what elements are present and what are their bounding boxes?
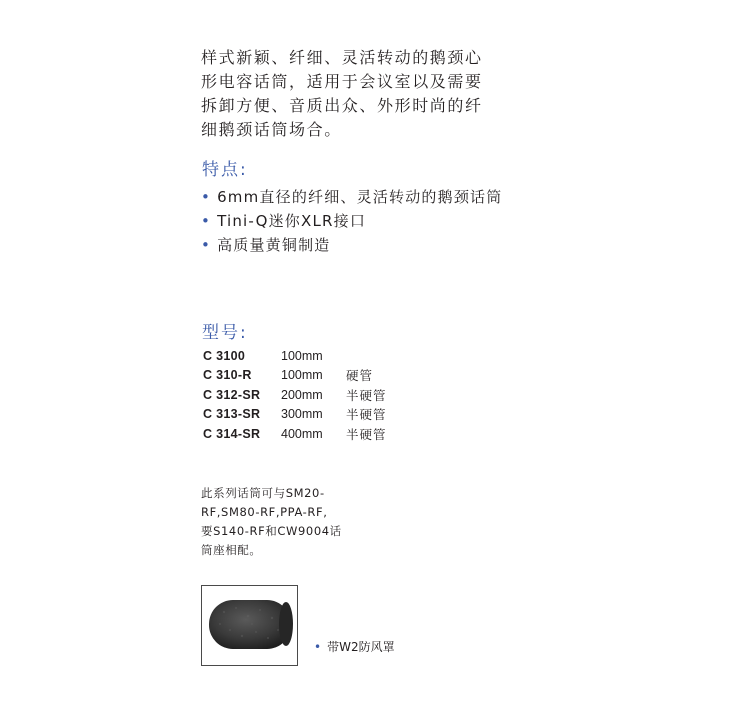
windscreen-photo <box>201 585 298 666</box>
bullet-icon: • <box>201 188 212 206</box>
compat-line: 筒座相配。 <box>201 543 262 557</box>
intro-line: 细鹅颈话筒场合。 <box>201 120 342 139</box>
bullet-icon: • <box>314 640 322 654</box>
feature-item <box>201 233 502 257</box>
model-type: 硬管 <box>346 368 374 384</box>
model-code: C 314-SR <box>203 426 261 441</box>
compatibility-note <box>201 484 342 560</box>
model-length: 300mm <box>281 407 323 422</box>
table-row <box>203 366 387 386</box>
model-length: 400mm <box>281 426 323 441</box>
table-row <box>203 346 387 366</box>
model-length: 200mm <box>281 387 323 402</box>
feature-text: 6mm直径的纤细、灵活转动的鹅颈话筒 <box>217 188 503 206</box>
model-code: C 312-SR <box>203 387 261 402</box>
model-code: C 313-SR <box>203 407 261 422</box>
model-code: C 3100 <box>203 348 246 363</box>
table-row <box>203 385 387 405</box>
compat-line: RF,SM80-RF,PPA-RF, <box>201 505 328 519</box>
feature-item <box>201 209 502 233</box>
model-code: C 310-R <box>203 368 252 383</box>
intro-paragraph <box>201 46 521 142</box>
intro-line: 形电容话筒，适用于会议室以及需要 <box>201 72 483 91</box>
models-heading: 型号: <box>202 323 248 343</box>
accessory-text: 带W2防风罩 <box>327 640 395 654</box>
models-table <box>203 346 387 444</box>
model-length: 100mm <box>281 368 323 383</box>
intro-line: 拆卸方便、音质出众、外形时尚的纤 <box>201 96 483 115</box>
features-list <box>201 185 502 257</box>
model-type: 半硬管 <box>346 387 387 403</box>
accessory-caption <box>314 638 395 655</box>
intro-line: 样式新颖、纤细、灵活转动的鹅颈心 <box>201 48 483 67</box>
bullet-icon: • <box>201 236 212 254</box>
feature-text: 高质量黄铜制造 <box>217 236 331 254</box>
compat-line: 此系列话筒可与SM20- <box>201 486 325 500</box>
features-heading: 特点: <box>202 160 248 180</box>
bullet-icon: • <box>201 212 212 230</box>
feature-text: Tini-Q迷你XLR接口 <box>217 212 367 230</box>
foam-windscreen-icon <box>202 586 297 665</box>
model-type: 半硬管 <box>346 426 387 442</box>
feature-item <box>201 185 502 209</box>
model-type <box>346 346 387 366</box>
model-length: 100mm <box>281 348 323 363</box>
table-row <box>203 424 387 444</box>
table-row <box>203 405 387 425</box>
model-type: 半硬管 <box>346 407 387 423</box>
compat-line: 要S140-RF和CW9004话 <box>201 524 342 538</box>
